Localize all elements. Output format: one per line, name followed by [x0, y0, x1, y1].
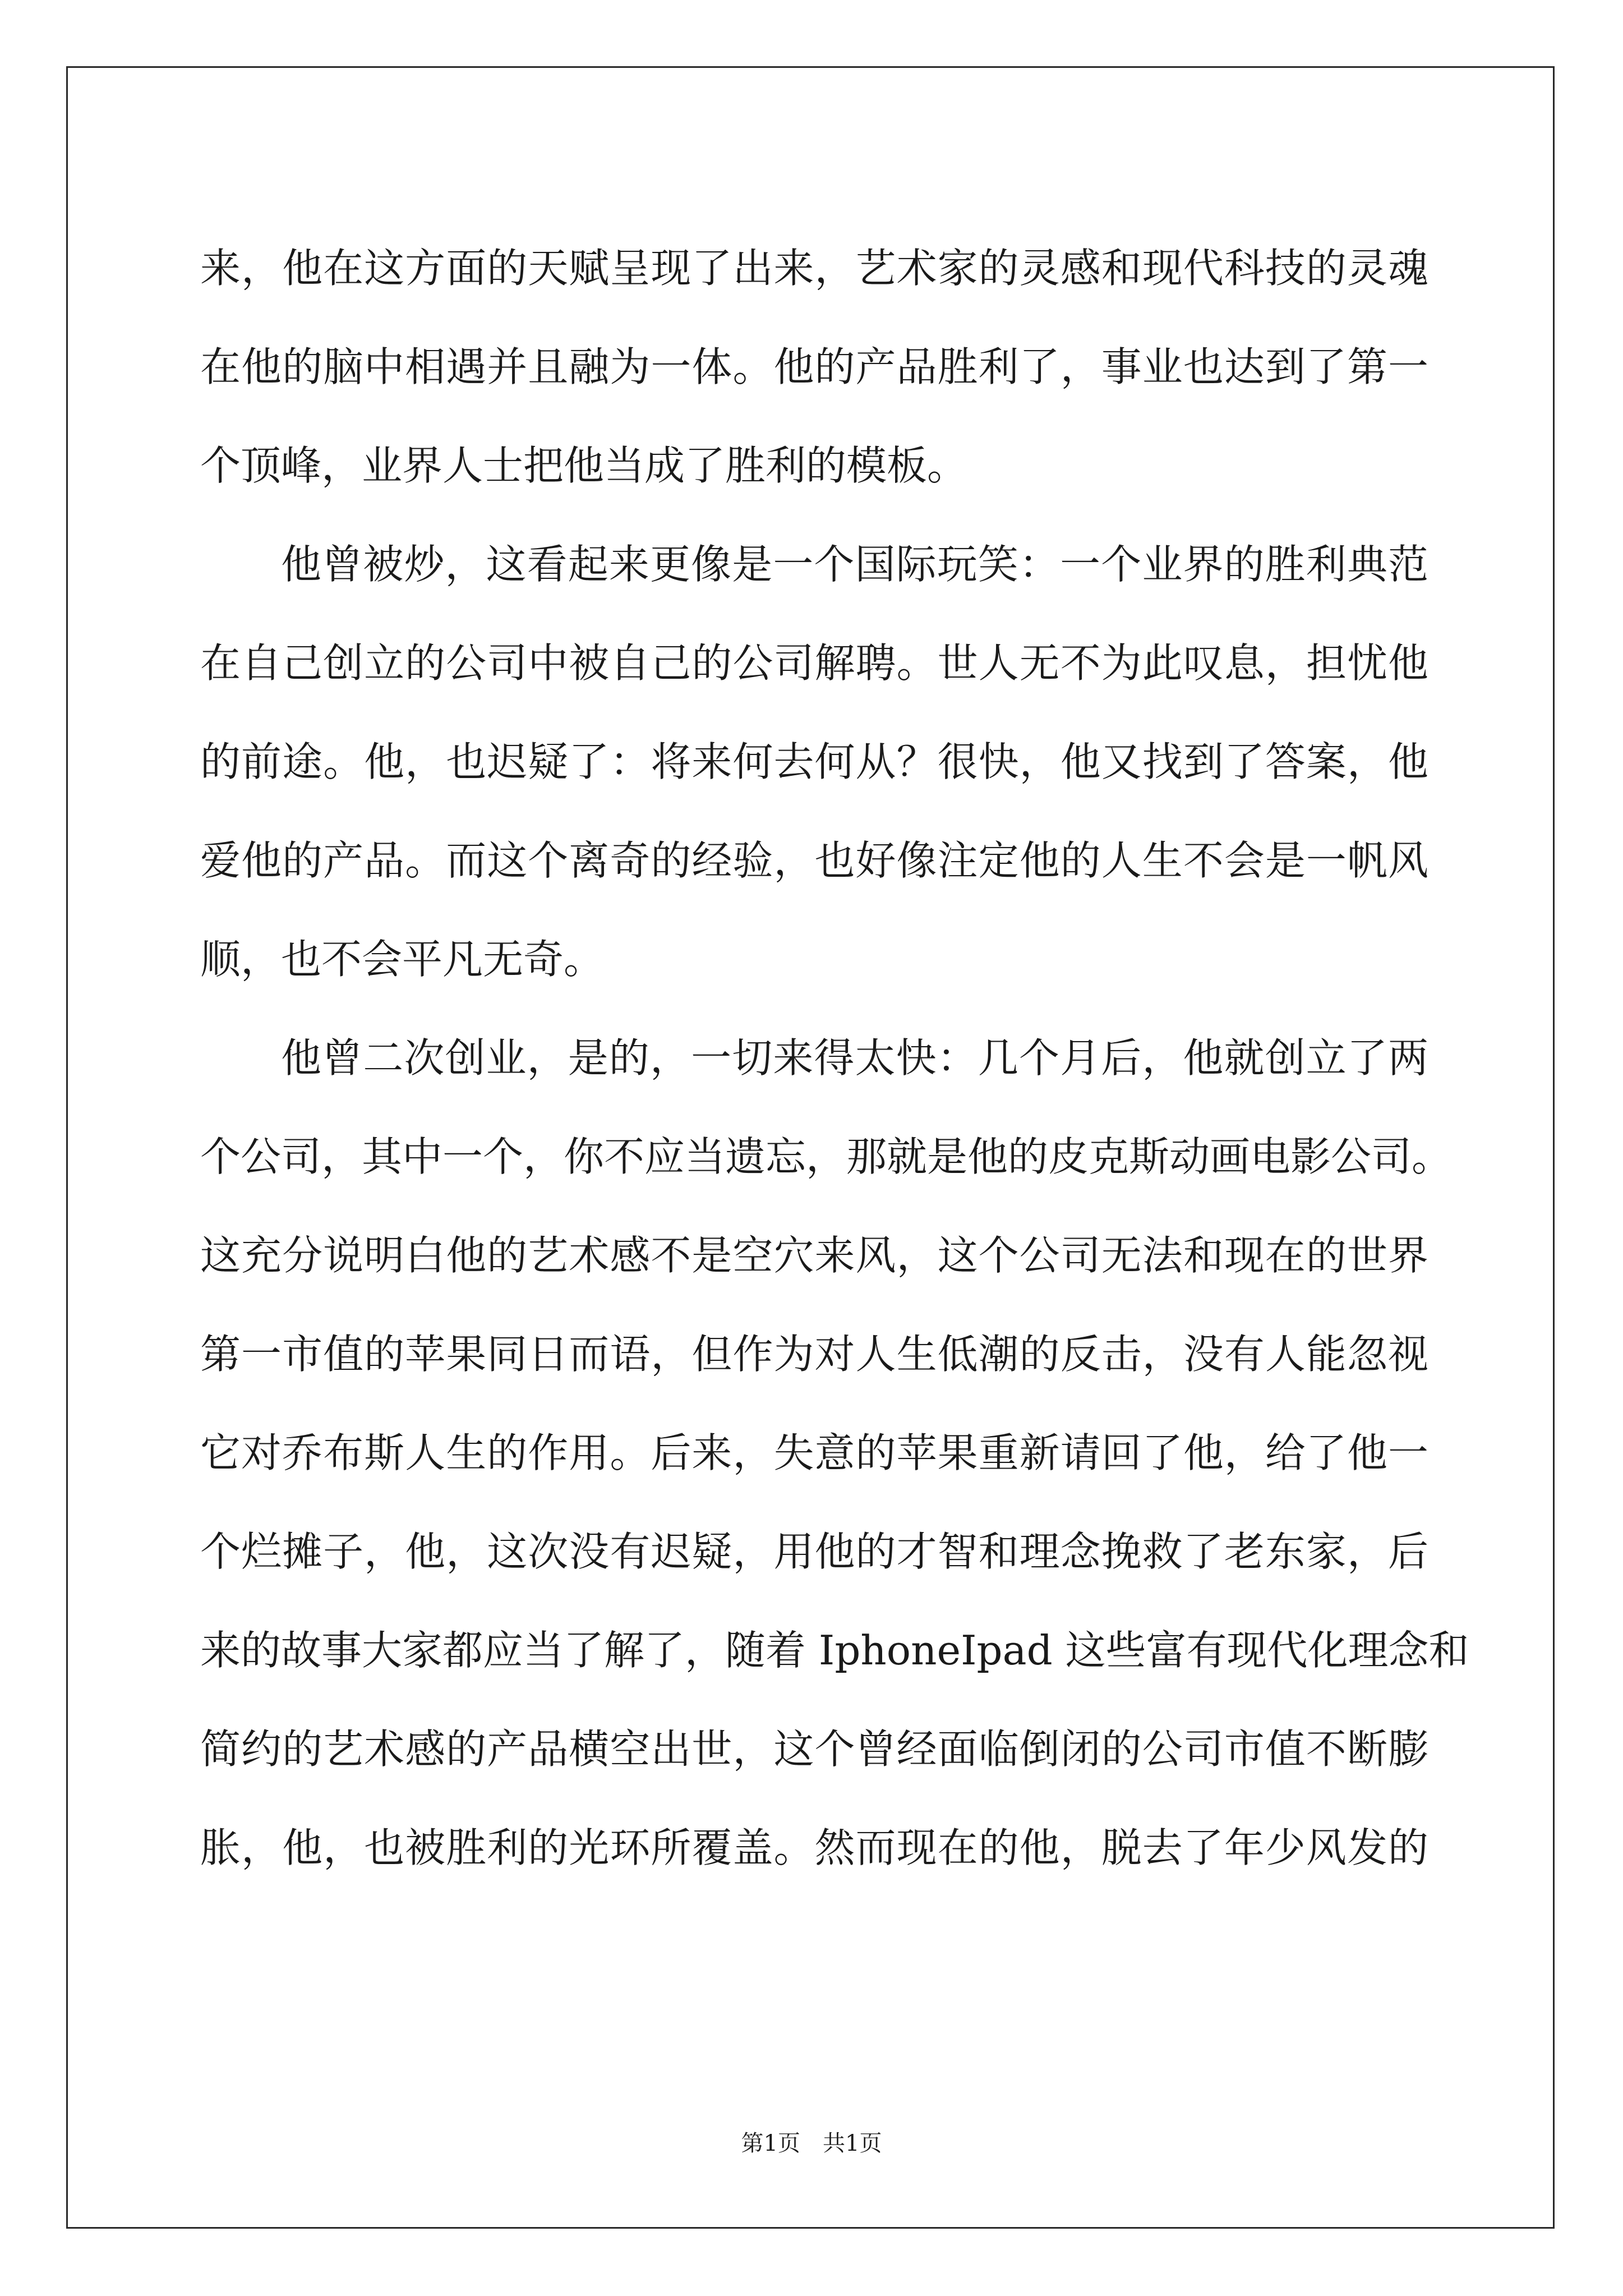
- text-line-6: 的前途。他，也迟疑了：将来何去何从？很快，他又找到了答案，他: [200, 738, 1428, 785]
- text-line-5: 在自己创立的公司中被自己的公司解聘。世人无不为此叹息，担忧他: [200, 639, 1428, 687]
- text-line-14: 个烂摊子，他，这次没有迟疑，用他的才智和理念挽救了老东家，后: [200, 1528, 1428, 1575]
- text-line-16: 简约的艺术感的产品横空出世，这个曾经面临倒闭的公司市值不断膨: [200, 1726, 1428, 1773]
- document-body: [200, 219, 1469, 1897]
- page-number-footer: 第1页 共1页: [741, 2131, 882, 2156]
- text-line-7: 爱他的产品。而这个离奇的经验，也好像注定他的人生不会是一帆风: [200, 837, 1428, 884]
- text-line-17: 胀，他，也被胜利的光环所覆盖。然而现在的他，脱去了年少风发的: [200, 1824, 1428, 1871]
- text-line-11: 这充分说明白他的艺术感不是空穴来风，这个公司无法和现在的世界: [200, 1232, 1428, 1279]
- text-line-15: 来的故事大家都应当了解了，随着 IphoneIpad 这些富有现代化理念和: [200, 1627, 1469, 1674]
- text-line-4: 他曾被炒，这看起来更像是一个国际玩笑：一个业界的胜利典范: [281, 541, 1428, 588]
- text-line-10: 个公司，其中一个，你不应当遗忘，那就是他的皮克斯动画电影公司。: [200, 1133, 1453, 1180]
- text-line-1: 来，他在这方面的天赋呈现了出来，艺术家的灵感和现代科技的灵魂: [200, 245, 1428, 292]
- text-line-9: 他曾二次创业，是的，一切来得太快：几个月后，他就创立了两: [281, 1034, 1428, 1082]
- text-line-13: 它对乔布斯人生的作用。后来，失意的苹果重新请回了他，给了他一: [200, 1429, 1428, 1476]
- text-line-3: 个顶峰，业界人士把他当成了胜利的模板。: [200, 442, 968, 489]
- text-line-2: 在他的脑中相遇并且融为一体。他的产品胜利了，事业也达到了第一: [200, 343, 1428, 390]
- text-line-12: 第一市值的苹果同日而语，但作为对人生低潮的反击，没有人能忽视: [200, 1331, 1428, 1378]
- text-line-8: 顺，也不会平凡无奇。: [200, 936, 605, 983]
